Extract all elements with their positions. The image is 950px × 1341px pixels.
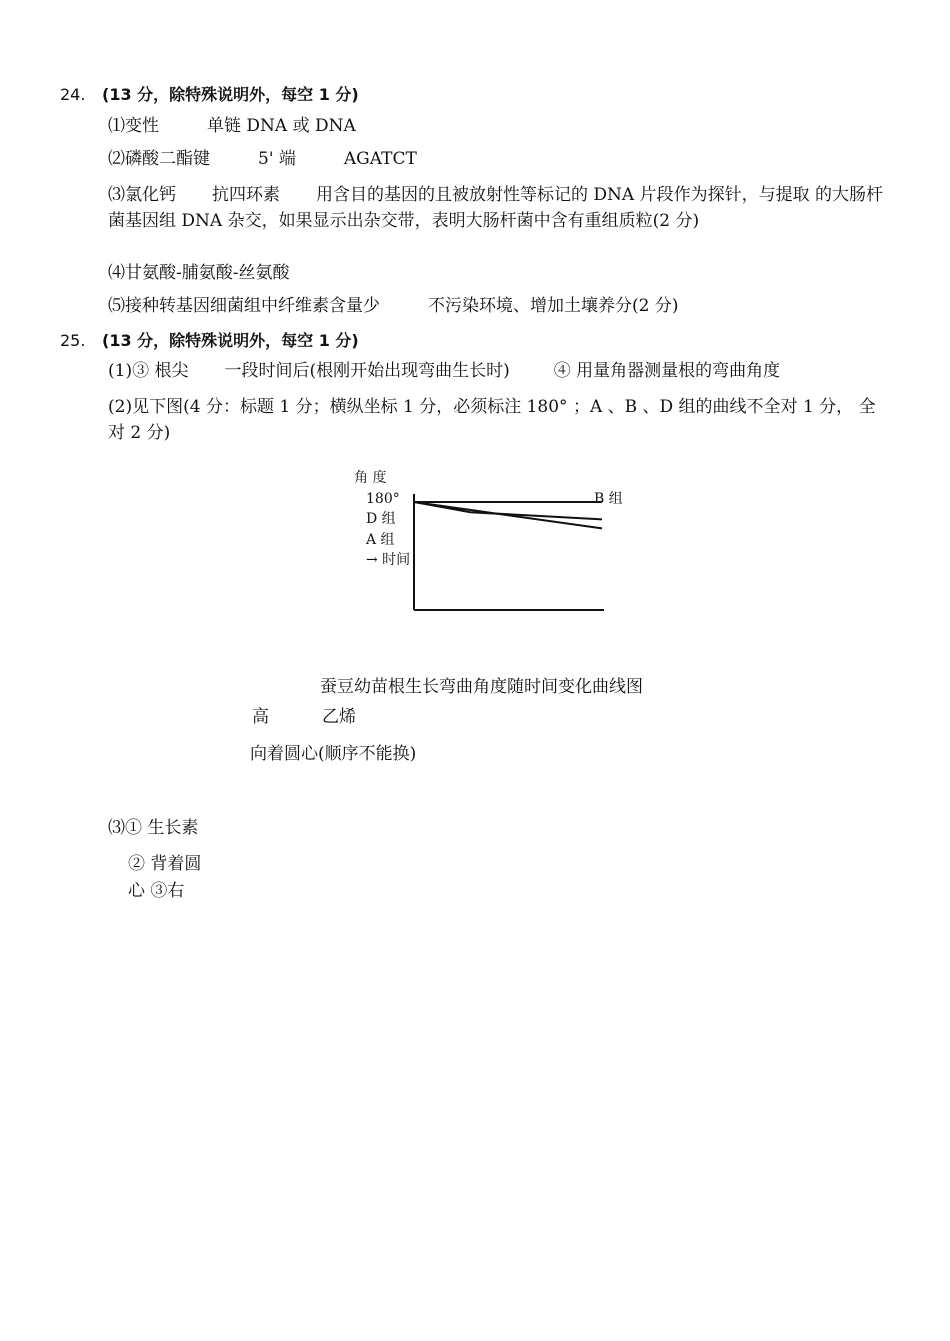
answer-tag: ⑸ — [108, 296, 125, 316]
answer-word: 乙烯 — [322, 707, 356, 727]
y-axis-label: 角 度 — [354, 470, 387, 486]
answer-text: 不污染环境、增加土壤养分(2 分) — [428, 296, 679, 316]
figure-caption: 蚕豆幼苗根生长弯曲角度随时间变化曲线图 — [320, 677, 643, 697]
answer-word: 高 — [252, 707, 269, 727]
answer-24-3 — [108, 182, 890, 234]
answer-text: 5' 端 — [258, 149, 296, 169]
question-number: 25. — [60, 331, 86, 350]
answer-text: AGATCT — [343, 149, 417, 169]
answer-text: 磷酸二酯键 — [125, 149, 210, 169]
question-24-header — [60, 82, 359, 105]
answer-text: 见下图(4 分：标题 1 分；横纵坐标 1 分，必须标注 180° ；A 、B 、D 组的曲线不全对 1 分， 全对 2 分) — [108, 397, 876, 443]
question-number: 24. — [60, 85, 86, 104]
answer-25-2 — [108, 394, 890, 446]
answer-24-1 — [108, 113, 890, 139]
question-scoring-note: (13 分，除特殊说明外，每空 1 分) — [102, 331, 359, 350]
answer-text: 一段时间后(根刚开始出现弯曲生长时) — [224, 361, 510, 381]
angle-time-figure — [352, 464, 652, 629]
answer-25-3 — [108, 813, 198, 838]
answer-24-5 — [108, 293, 890, 319]
legend-a-group: A 组 — [366, 532, 395, 548]
series-line-2 — [414, 502, 602, 528]
answer-word: 向着圆心(顺序不能换) — [250, 744, 417, 764]
answer-text: 接种转基因细菌组中纤维素含量少 — [125, 296, 380, 316]
answer-tag: ⑵ — [108, 149, 125, 169]
answer-24-2 — [108, 146, 890, 172]
answer-24-4 — [108, 260, 890, 286]
answer-tag: (2) — [108, 397, 133, 417]
answer-text: 心 ③右 — [128, 881, 185, 901]
mark-180: 180° — [366, 491, 400, 507]
answer-text: ② 背着圆 — [128, 854, 202, 874]
legend-b-group: B 组 — [594, 491, 623, 507]
answer-text: 氯化钙 — [125, 185, 176, 205]
answer-text: 单链 DNA 或 DNA — [207, 116, 356, 136]
answer-text: ④ 用量角器测量根的弯曲角度 — [553, 361, 781, 381]
answer-text: ③ 根尖 — [132, 361, 189, 381]
answer-tag: ⑷ — [108, 263, 125, 283]
answer-text: 用含目的基因的且被放射性等标记的 DNA 片段作为探针，与提取 的大肠杆菌基因组 DNA 杂交，如果显示出杂交带，表明大肠杆菌中含有重组质粒(2 分) — [108, 185, 883, 231]
answer-text: 甘氨酸-脯氨酸-丝氨酸 — [125, 263, 290, 283]
question-scoring-note: (13 分，除特殊说明外，每空 1 分) — [102, 85, 359, 104]
x-axis-label: → 时间 — [366, 552, 411, 568]
answer-text: 抗四环素 — [212, 185, 280, 205]
legend-d-group: D 组 — [366, 511, 396, 527]
answer-25-1 — [108, 358, 890, 384]
answer-text: ① 生长素 — [125, 818, 199, 838]
question-25-header — [60, 328, 359, 351]
angle-time-chart — [352, 464, 652, 629]
answer-tag: ⑶ — [108, 185, 125, 205]
series-line-1 — [414, 502, 602, 519]
answer-tag: ⑶ — [108, 818, 125, 838]
answer-tag: ⑴ — [108, 116, 125, 136]
answer-tag: (1) — [108, 361, 133, 381]
answer-text: 变性 — [125, 116, 159, 136]
